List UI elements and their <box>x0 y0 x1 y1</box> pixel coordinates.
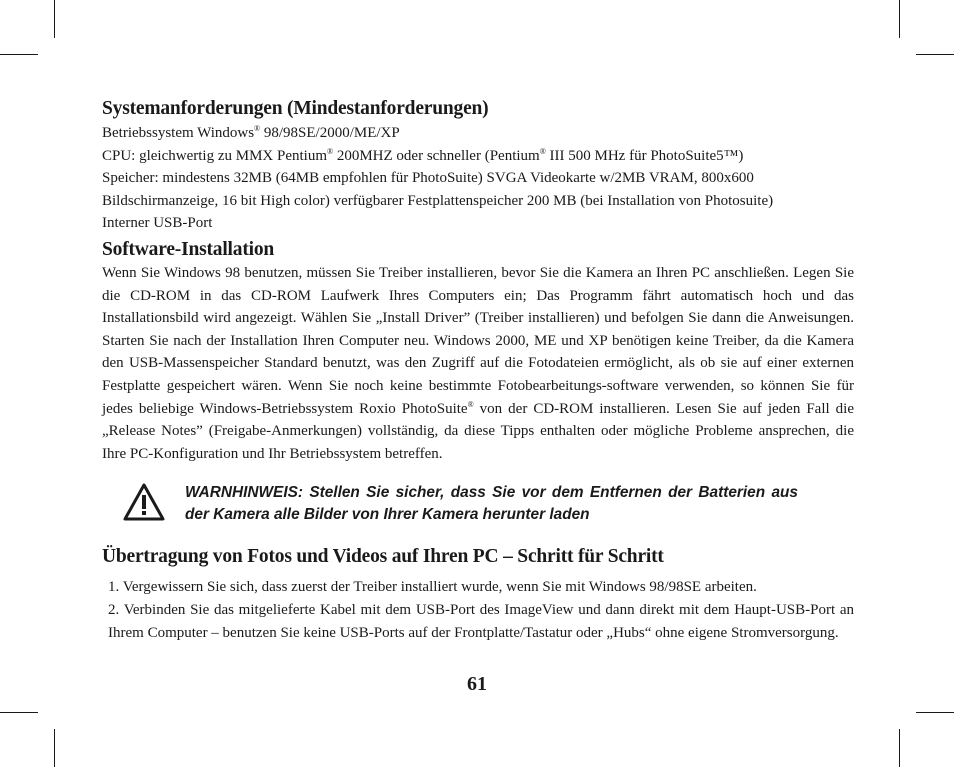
crop-mark-bottom-left-horizontal <box>0 712 38 713</box>
system-requirements-heading: Systemanforderungen (Mindestanforderungen) <box>102 98 489 119</box>
warning-text: WARNHINWEIS: Stellen Sie sicher, dass Sie vor dem Entfernen der Batterien aus der Kamera alle Bilder von Ihrer Kamera herunter laden <box>185 484 798 524</box>
transfer-steps <box>102 576 854 644</box>
page-number: 61 <box>467 673 487 695</box>
crop-mark-top-left-vertical <box>54 0 55 38</box>
memory-requirement: Speicher: mindestens 32MB (64MB empfohlen für PhotoSuite) SVGA Videokarte w/2MB VRAM, 800x600 <box>102 170 754 187</box>
usb-requirement: Interner USB-Port <box>102 215 213 232</box>
cpu-requirement: CPU: gleichwertig zu MMX Pentium® 200MHZ oder schneller (Pentium® III 500 MHz für PhotoSuite5™) <box>102 146 744 164</box>
display-requirement: Bildschirmanzeige, 16 bit High color) verfügbarer Festplattenspeicher 200 MB (bei Installation von Photosuite) <box>102 192 774 209</box>
crop-mark-top-right-horizontal <box>916 54 954 55</box>
software-installation-heading: Software-Installation <box>102 238 275 260</box>
warning-box <box>102 482 854 530</box>
transfer-step: 1. Vergewissern Sie sich, dass zuerst der Treiber installiert wurde, wenn Sie mit Windows 98/98SE arbeiten. <box>108 579 757 596</box>
crop-mark-top-right-vertical <box>899 0 900 38</box>
system-requirements-list <box>102 122 854 235</box>
os-requirement: Betriebssystem Windows® 98/98SE/2000/ME/XP <box>102 124 400 141</box>
transfer-heading: Übertragung von Fotos und Videos auf Ihren PC – Schritt für Schritt <box>102 546 664 568</box>
warning-triangle-icon <box>122 482 166 522</box>
crop-mark-bottom-right-horizontal <box>916 712 954 713</box>
transfer-step: 2. Verbinden Sie das mitgelieferte Kabel mit dem USB-Port des ImageView und dann direkt mit dem Haupt-USB-Port an Ihrem Computer – benutzen Sie keine USB-Ports auf der Frontplatte/Tastatur oder „Hubs“ ohne eigene Stromversorgung. <box>108 601 854 641</box>
crop-mark-top-left-horizontal <box>0 54 38 55</box>
crop-mark-bottom-right-vertical <box>899 729 900 767</box>
crop-mark-bottom-left-vertical <box>54 729 55 767</box>
software-installation-paragraph: Wenn Sie Windows 98 benutzen, müssen Sie Treiber installieren, bevor Sie die Kamera an Ihren PC anschließen. Legen Sie die CD-ROM in das CD-ROM Laufwerk Ihres Computers ein; Das Programm fährt automatisch hoch und das Installationsbild wird angezeigt. Wählen Sie „Install Driver” (Treiber installieren) und befolgen Sie dann die Anweisungen. Starten Sie nach der Installation Ihren Computer neu. Windows 2000, ME und XP benötigen keine Treiber, da die Kamera den USB-Massenspeicher Standard benutzt, was den Zugriff auf die Fotodateien ermöglicht, als ob sie auf einer externen Festplatte gespeichert wären. Wenn Sie noch keine bestimmte Fotobearbeitungs-software verwenden, so können Sie für jedes beliebige Windows-Betriebssystem Roxio PhotoSuite® von der CD-ROM installieren. Lesen Sie auf jeden Fall die „Release Notes” (Freigabe-Anmerkungen) vollständig, da diese Tipps enthalten oder mögliche Probleme ansprechen, die Ihre PC-Konfiguration und Ihr Betriebssystem betreffen. <box>102 264 854 462</box>
page-content <box>102 96 854 644</box>
